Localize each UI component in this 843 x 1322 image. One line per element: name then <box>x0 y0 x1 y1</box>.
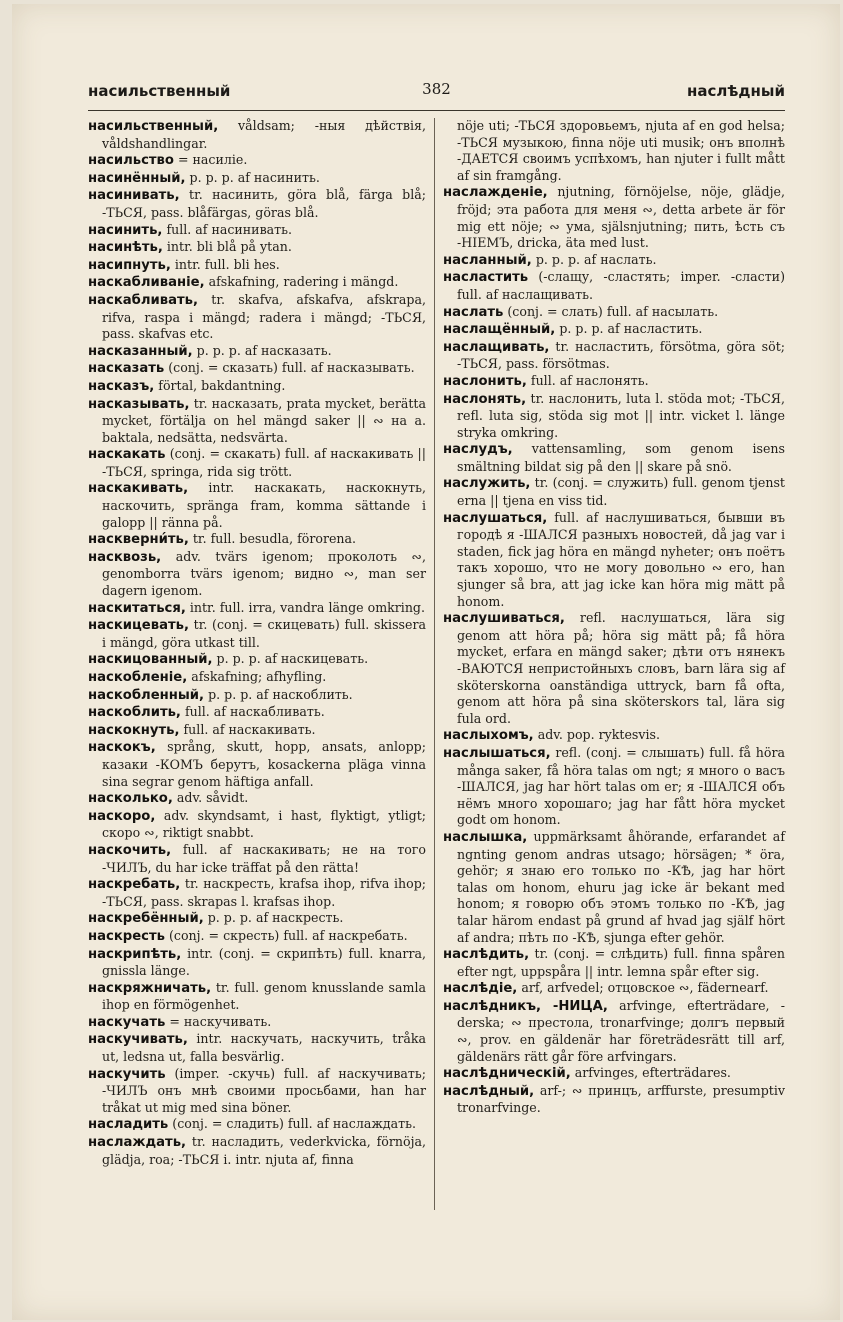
entry-headword: наскресть <box>88 928 165 944</box>
entry-headword: наслащивать, <box>443 339 550 355</box>
entry-definition: tr. full. besudla, förorena. <box>192 531 357 547</box>
entry-definition: (-слащу, -сластять; imper. -сласти) full. af наслащивать. <box>457 269 785 302</box>
entry-definition: tr. насказать, prata mycket, berätta mycket, förtälja on hel mängd saker || ∾ на а. baktala, nedsätta, nedsvärta. <box>102 395 426 445</box>
dictionary-entry <box>88 651 426 669</box>
entry-headword: наслаждать, <box>88 1135 187 1151</box>
entry-headword: насипнуть, <box>88 257 171 273</box>
entry-definition: njutning, förnöjelse, nöje, glädje, fröjd; эта работа для меня ∾, detta arbete är för mig ett nöje; ∾ ума, själsnjutning; пить, ѣсть съ -НІЕМЪ, dricka, äta med lust. <box>457 184 785 251</box>
entry-definition: adv. skyndsamt, i hast, flyktigt, ytligt; скоро ∾, riktigt snabbt. <box>102 807 426 841</box>
dictionary-entry <box>88 170 426 188</box>
entry-headword: насквозь, <box>88 549 162 565</box>
entry-headword: насластить <box>443 270 529 286</box>
dictionary-entry <box>443 727 785 745</box>
entry-headword: наслѣдническій, <box>443 1066 571 1082</box>
entry-definition: (conj. = слать) full. af насылать. <box>507 303 719 319</box>
entry-headword: наслонять, <box>443 391 527 407</box>
entry-headword: наскицованный, <box>88 652 213 668</box>
entry-headword: наскобленіе, <box>88 670 188 685</box>
entry-headword: наскокъ, <box>88 740 156 756</box>
entry-definition: refl. наслушаться, lära sig genom att höra på; höra sig mätt på; få höra mycket, erfara en mängd saker; дѣти отъ нянекъ -ВАЮТСЯ непристойныхъ словъ, barn lära sig af sköterskorna oanständiga uttryck, barn få ofta, genom att höra på sina sköterskors tal, lära sig fula ord. <box>457 610 785 726</box>
entry-headword: наскочить, <box>88 842 172 858</box>
entry-definition: refl. (conj. = слышать) full. få höra många saker, få höra talas om ngt; я много о васъ -ШАЛСЯ, jag har hört talas om er; я -ШАЛСЯ объ нёмъ много хорошаго; jag har fått höra mycket godt om honom. <box>457 744 785 828</box>
entry-definition: tr. (conj. = слѣдить) full. finna spåren efter ngt, uppspåra || intr. lemna spår efter sig. <box>457 946 785 979</box>
page-number: 382 <box>422 80 451 98</box>
entry-headword: наскицевать, <box>88 618 189 634</box>
dictionary-entry <box>443 1083 785 1117</box>
header-left-guideword: насильственный <box>88 82 231 100</box>
entry-headword: наскакать <box>88 447 166 463</box>
column-separator <box>434 118 435 1210</box>
dictionary-entry <box>443 980 785 998</box>
entry-headword: наскитаться, <box>88 600 186 616</box>
entry-definition: p. p. p. af насказать. <box>196 342 332 358</box>
right-column <box>443 118 785 1117</box>
dictionary-entry <box>443 998 785 1065</box>
dictionary-entry <box>88 704 426 722</box>
dictionary-entry <box>443 118 785 184</box>
entry-definition: tr. skafva, afskafva, afskrapa, rifva, raspa i mängd; radera i mängd; -ТЬСЯ, pass. skafvas etc. <box>102 291 426 342</box>
entry-headword: наскучать <box>88 1014 166 1030</box>
entry-definition: (imper. -скучь) full. af наскучивать; -ЧИЛЪ онъ мнѣ своими просьбами, han har tråkat ut mig med sina böner. <box>102 1065 427 1115</box>
entry-definition: afskafning, radering i mängd. <box>208 274 399 290</box>
dictionary-entry <box>88 687 426 705</box>
entry-definition: afskafning; afhyfling. <box>191 669 327 684</box>
dictionary-entry <box>88 980 426 1014</box>
entry-headword: наскоблить, <box>88 705 181 721</box>
entry-headword: наслонить, <box>443 373 527 389</box>
entry-headword: насказать <box>88 361 165 377</box>
entry-definition: full. af наскакивать; не на того -ЧИЛЪ, du har icke träffat på den rätta! <box>102 841 426 875</box>
entry-headword: наскребённый, <box>88 911 204 927</box>
entry-headword: наслушиваться, <box>443 611 565 627</box>
entry-definition: intr. bli blå på ytan. <box>166 239 292 255</box>
dictionary-entry <box>88 600 426 618</box>
entry-headword: наслажденіе, <box>443 185 548 201</box>
entry-headword: наслышка, <box>443 829 528 845</box>
entry-headword: насколько, <box>88 791 173 807</box>
entry-definition: adv. såvidt. <box>176 790 249 806</box>
dictionary-entry <box>443 946 785 980</box>
dictionary-entry <box>443 373 785 391</box>
dictionary-entry <box>88 617 426 651</box>
dictionary-entry <box>88 152 426 170</box>
entry-definition: p. p. p. af насинить. <box>189 169 320 185</box>
dictionary-entry <box>88 118 426 152</box>
dictionary-entry <box>88 274 426 292</box>
dictionary-entry <box>88 531 426 549</box>
entry-headword: насинивать, <box>88 188 180 204</box>
dictionary-entry <box>443 304 785 322</box>
dictionary-entry <box>88 343 426 361</box>
entry-headword: насказъ, <box>88 378 155 394</box>
dictionary-entry <box>88 187 426 221</box>
dictionary-entry <box>88 876 426 910</box>
dictionary-entry <box>88 790 426 808</box>
entry-headword: наслѣдіе, <box>443 981 518 997</box>
dictionary-entry <box>88 928 426 946</box>
dictionary-entry <box>443 610 785 727</box>
dictionary-entry <box>88 239 426 257</box>
dictionary-entry <box>443 441 785 475</box>
entry-definition: nöje uti; -ТЬСЯ здоровьемъ, njuta af en god helsa; -ТЬСЯ музыкою, finna nöje uti musik; онъ вполнѣ -ДАЕТСЯ своимъ успѣхомъ, han njuter i fullt mått af sin framgång. <box>457 118 785 183</box>
entry-headword: наслудъ, <box>443 442 513 458</box>
dictionary-entry <box>88 1031 426 1065</box>
entry-definition: vattensamling, som genom isens smältning bildat sig på den || skare på snö. <box>457 441 785 474</box>
entry-headword: наслышаться, <box>443 745 551 761</box>
entry-definition: (conj. = сказать) full. af насказывать. <box>168 360 415 376</box>
entry-definition: p. p. p. af насластить. <box>559 321 703 337</box>
entry-definition: intr. full. irra, vandra länge omkring. <box>189 599 425 615</box>
dictionary-entry <box>88 1116 426 1134</box>
header-rule <box>88 110 785 111</box>
dictionary-entry <box>88 722 426 740</box>
entry-definition: full. af наскакивать. <box>183 721 316 737</box>
dictionary-entry <box>443 339 785 373</box>
entry-definition: tr. насинить, göra blå, färga blå; -ТЬСЯ, pass. blåfärgas, göras blå. <box>102 187 426 220</box>
dictionary-entry <box>88 1014 426 1032</box>
dictionary-entry <box>443 252 785 270</box>
entry-definition: = наскучивать. <box>169 1013 272 1029</box>
dictionary-entry <box>88 222 426 240</box>
entry-headword: наскрипѣть, <box>88 946 182 962</box>
entry-headword: насинить, <box>88 222 163 238</box>
entry-definition: uppmärksamt åhörande, erfarandet af ngnting genom andras utsago; hörsägen; * öra, gehör; я знаю его только по -КѢ, jag har hört talas om honom, ehuru jag icke är bekant med honom; я говорю объ этомъ только по -КѢ, jag talar härom endast på grund af hvad jag själf hört af andra; пѣть по -КѢ, sjunga efter gehör. <box>457 828 785 945</box>
entry-headword: наслушаться, <box>443 510 548 526</box>
entry-definition: intr. наскакать, наскокнуть, наскочить, spränga fram, komma sättande i galopp || ränna på. <box>102 480 426 530</box>
entry-headword: наскоро, <box>88 808 156 824</box>
entry-headword: наскокнуть, <box>88 722 180 738</box>
dictionary-entry <box>88 378 426 396</box>
entry-definition: arf, arfvedel; отцовское ∾, fädernearf. <box>521 980 769 996</box>
entry-headword: наслѣдить, <box>443 947 530 963</box>
dictionary-entry <box>88 446 426 480</box>
entry-definition: tr. насластить, försötma, göra söt; -ТЬСЯ, pass. försötmas. <box>457 338 785 372</box>
entry-definition: arfvinges, efterträdares. <box>574 1065 731 1081</box>
left-column <box>88 118 426 1168</box>
entry-headword: наслащённый, <box>443 322 556 338</box>
entry-headword: наскучивать, <box>88 1032 188 1048</box>
entry-definition: p. p. p. af наслать. <box>535 251 657 267</box>
dictionary-entry <box>88 1134 426 1168</box>
entry-definition: tr. (conj. = скицевать) full. skissera i mängd, göra utkast till. <box>102 617 426 650</box>
entry-definition: intr. full. bli hes. <box>174 256 280 272</box>
running-header <box>88 80 785 106</box>
dictionary-entry <box>88 739 426 790</box>
dictionary-entry <box>88 910 426 928</box>
dictionary-entry <box>443 184 785 251</box>
entry-headword: насланный, <box>443 252 532 268</box>
entry-definition: p. p. p. af наскресть. <box>207 910 344 926</box>
entry-headword: насказывать, <box>88 396 190 412</box>
entry-definition: tr. наслонить, luta l. stöda mot; -ТЬСЯ, refl. luta sig, stöda sig mot || intr. vicket l. länge stryka omkring. <box>457 390 785 440</box>
entry-headword: наслать <box>443 304 504 320</box>
dictionary-entry <box>443 475 785 509</box>
dictionary-entry <box>88 480 426 531</box>
entry-definition: (conj. = скресть) full. af наскребать. <box>168 927 408 943</box>
dictionary-entry <box>88 257 426 275</box>
entry-definition: full. af наскабливать. <box>184 704 325 720</box>
entry-definition: tr. full. genom knusslande samla ihop en förmögenhet. <box>102 979 426 1013</box>
entry-definition: adv. tvärs igenom; проколоть ∾, genomborra tvärs igenom; видно ∾, man ser dagern igenom. <box>102 548 426 599</box>
entry-definition: (conj. = скакать) full. af наскакивать || -ТЬСЯ, springa, rida sig trött. <box>102 446 426 479</box>
entry-headword: наскучить <box>88 1066 166 1082</box>
entry-headword: насинённый, <box>88 170 186 186</box>
entry-headword: наслѣдный, <box>443 1083 535 1099</box>
entry-headword: наслѣдникъ, -НИЦА, <box>443 998 608 1014</box>
dictionary-entry <box>88 808 426 842</box>
dictionary-entry <box>443 391 785 442</box>
entry-definition: full. af наслушиваться, бывши въ городѣ я -ШАЛСЯ разныхъ новостей, då jag var i staden, fick jag höra en mängd nyheter; онъ поётъ такъ хорошо, что не могу довольно ∾ его, han sjunger så bra, att jag icke kan höra mig mätt på honom. <box>457 509 785 609</box>
entry-definition: intr. (conj. = скрипѣть) full. knarra, gnissla länge. <box>102 945 426 979</box>
entry-definition: = насиліе. <box>177 152 248 168</box>
entry-headword: насильство <box>88 153 174 169</box>
entry-definition: adv. pop. ryktesvis. <box>537 727 660 743</box>
entry-headword: наскакивать, <box>88 481 189 497</box>
dictionary-entry <box>88 360 426 378</box>
entry-definition: tr. (conj. = служить) full. genom tjenst erna || tjena en viss tid. <box>457 475 785 509</box>
header-right-guideword: наслѣдный <box>687 82 785 100</box>
entry-definition: p. p. p. af наскоблить. <box>208 686 353 702</box>
entry-headword: наскребать, <box>88 877 181 893</box>
entry-definition: (conj. = сладить) full. af наслаждать. <box>172 1116 417 1132</box>
entry-headword: наскобленный, <box>88 687 205 703</box>
entry-definition: språng, skutt, hopp, ansats, anlopp; казаки -КОМЪ берутъ, kosackerna pläga vinna sina segrar genom häftiga anfall. <box>102 739 426 789</box>
entry-definition: tr. насладить, vederkvicka, förnöja, glädja, roa; -ТЬСЯ i. intr. njuta af, finna <box>102 1134 426 1167</box>
dictionary-entry <box>443 510 785 611</box>
entry-definition: våldsam; -ныя дѣйствія, våldshandlingar. <box>102 118 426 151</box>
entry-headword: наскряжничать, <box>88 980 212 996</box>
entry-headword: насладить <box>88 1117 169 1133</box>
entry-definition: tr. наскресть, krafsa ihop, rifva ihop; -ТЬСЯ, pass. skrapas l. krafsas ihop. <box>102 876 426 909</box>
entry-definition: intr. наскучать, наскучить, tråka ut, ledsna ut, falla besvärlig. <box>102 1031 426 1065</box>
entry-headword: насильственный, <box>88 119 219 134</box>
entry-definition: arfvinge, efterträdare, -derska; ∾ престола, tronarfvinge; долгъ первый ∾, prov. en gäldenär har företrädesrätt till arf, gäldenärs rätt går före arfvingars. <box>457 997 785 1064</box>
entry-definition: p. p. p. af наскицевать. <box>216 651 369 667</box>
entry-headword: наскабливаніе, <box>88 275 205 291</box>
dictionary-entry <box>443 1065 785 1083</box>
entry-definition: arf-; ∾ принцъ, arffurste, presumptiv tronarfvinge. <box>457 1082 785 1116</box>
entry-headword: наслыхомъ, <box>443 728 534 744</box>
entry-definition: förtal, bakdantning. <box>158 377 286 393</box>
entry-headword: наслужить, <box>443 476 531 492</box>
dictionary-entry <box>88 669 426 687</box>
entry-headword: наскверни́ть, <box>88 532 189 548</box>
dictionary-entry <box>88 396 426 447</box>
dictionary-entry <box>88 842 426 876</box>
dictionary-entry <box>443 829 785 946</box>
dictionary-entry <box>88 946 426 980</box>
dictionary-entry <box>88 549 426 600</box>
dictionary-entry <box>88 1066 426 1117</box>
dictionary-entry <box>443 745 785 829</box>
dictionary-entry <box>443 269 785 303</box>
entry-definition: full. af наслонять. <box>530 372 649 388</box>
entry-headword: насинѣть, <box>88 240 163 256</box>
dictionary-entry <box>443 321 785 339</box>
entry-headword: наскабливать, <box>88 292 199 308</box>
entry-headword: насказанный, <box>88 343 193 359</box>
dictionary-entry <box>88 292 426 343</box>
entry-definition: full. af насинивать. <box>166 221 293 237</box>
